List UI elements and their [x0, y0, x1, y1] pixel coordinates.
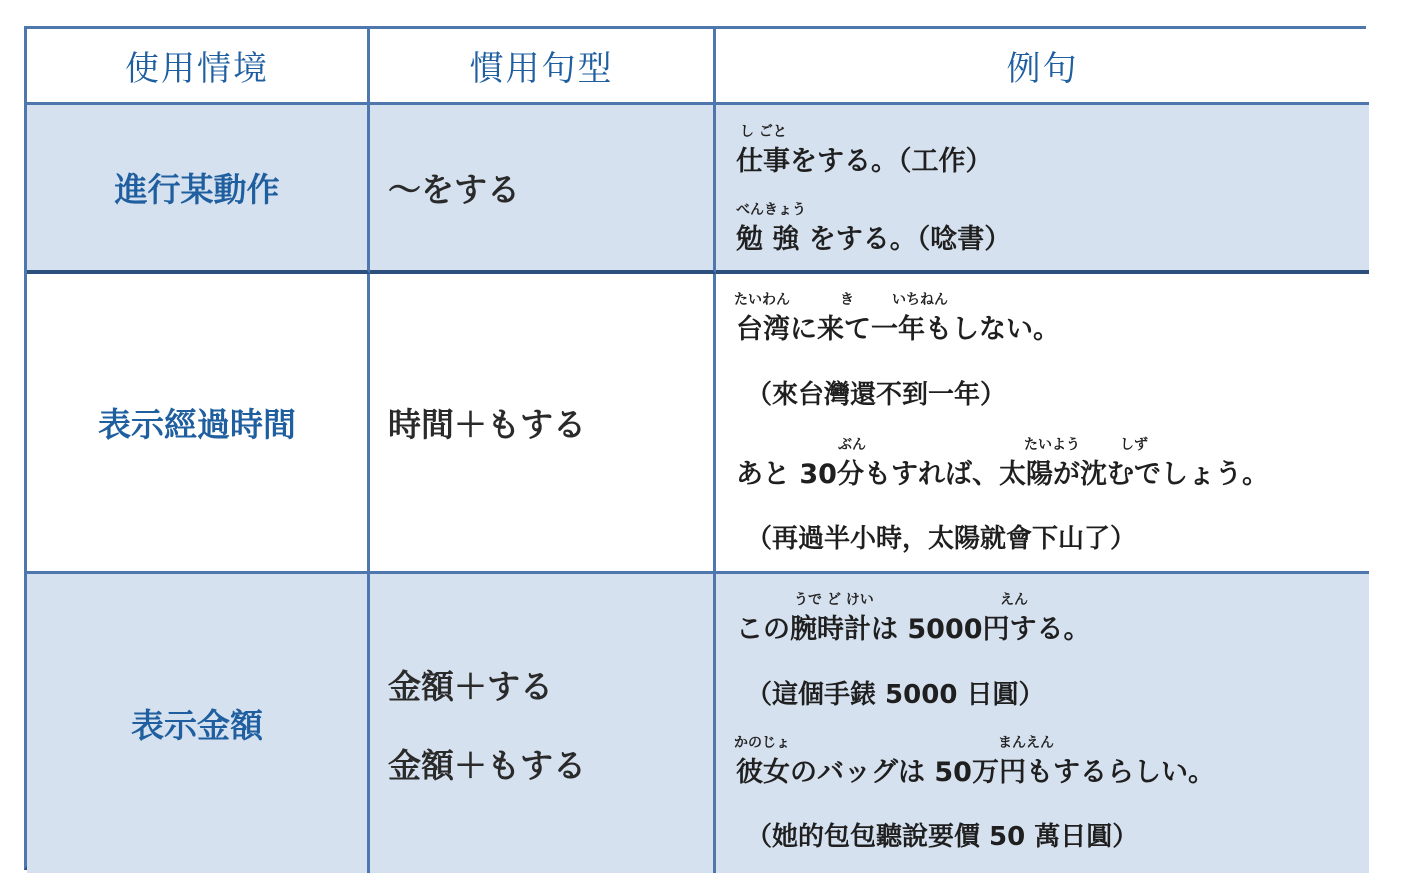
- row1-ex2-ruby: べんきょう: [736, 202, 806, 218]
- row2-ex2-sentence: あと 30分もすれば、太陽が沈むでしょう。: [736, 459, 1269, 490]
- row1-ex1-ruby: し ごと: [740, 124, 787, 140]
- header-situation-label: 使用情境: [125, 49, 269, 89]
- row2-ex1-sentence: 台湾に来て一年もしない。: [736, 314, 1060, 345]
- row3-ex2-sentence: 彼女のバッグは 50万円もするらしい。: [736, 757, 1215, 788]
- row2-ex1-ruby-a: たいわん: [734, 292, 790, 308]
- row2-ex2-ruby-b: たいよう: [1024, 437, 1080, 453]
- row2-situation-label: 表示經過時間: [98, 405, 296, 444]
- row1-situation-label: 進行某動作: [114, 170, 280, 209]
- row1-pattern-1: ～をする: [388, 170, 520, 209]
- row3-situation-label: 表示金額: [131, 706, 263, 745]
- row3-pattern-2: 金額＋もする: [388, 745, 586, 785]
- row1-pattern: [370, 105, 716, 274]
- row2-ex1-ruby-c: いちねん: [892, 292, 948, 308]
- row3-pattern: [370, 574, 716, 873]
- row2-ex2-ruby-c: しず: [1120, 437, 1148, 453]
- row2-ex1-translation: （來台灣還不到一年）: [746, 380, 1007, 410]
- row1-ex1-sentence: 仕事をする。（工作）: [736, 146, 993, 177]
- header-example: [716, 29, 1369, 105]
- header-situation: [27, 29, 370, 105]
- row3-examples: [716, 574, 1369, 873]
- header-pattern: [370, 29, 716, 105]
- row2-pattern-1: 時間＋もする: [388, 405, 586, 444]
- row1-examples: [716, 105, 1369, 274]
- row1-situation: [27, 105, 370, 274]
- row2-examples: [716, 274, 1369, 574]
- header-example-label: 例句: [1006, 49, 1079, 89]
- row2-pattern: [370, 274, 716, 574]
- usage-table: [24, 26, 1366, 870]
- row3-pattern-1: 金額＋する: [388, 666, 553, 706]
- row3-ex1-translation: （這個手錶 5000 日圓）: [746, 680, 1045, 710]
- row3-ex1-ruby-b: えん: [1000, 592, 1028, 608]
- row2-ex1-ruby-b: き: [840, 292, 854, 308]
- row3-ex1-sentence: この腕時計は 5000円する。: [736, 614, 1091, 645]
- row3-ex2-ruby-b: まんえん: [998, 735, 1054, 751]
- row3-situation: [27, 574, 370, 873]
- row3-ex2-translation: （她的包包聽說要價 50 萬日圓）: [746, 822, 1139, 852]
- header-pattern-label: 慣用句型: [469, 49, 614, 89]
- row3-ex1-ruby-a: うで ど けい: [794, 592, 874, 608]
- row2-ex2-translation: （再過半小時，太陽就會下山了）: [746, 524, 1137, 554]
- row3-ex2-ruby-a: かのじょ: [734, 735, 790, 751]
- row2-ex2-ruby-a: ぶん: [838, 437, 866, 453]
- row1-ex2-sentence: 勉 強 をする。（唸書）: [736, 224, 1012, 255]
- row2-situation: [27, 274, 370, 574]
